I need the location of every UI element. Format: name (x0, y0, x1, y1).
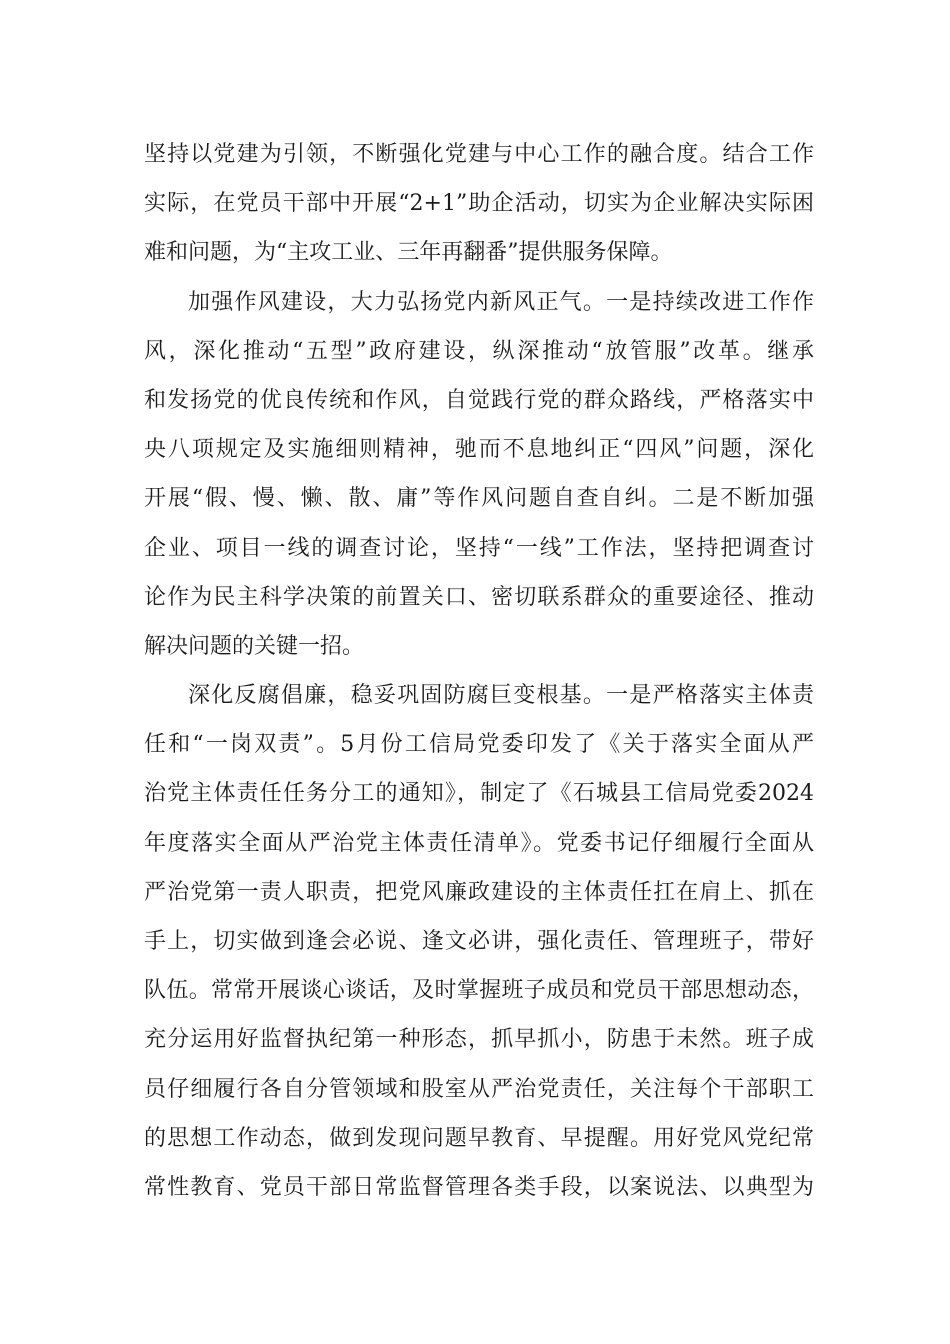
paragraph-1-line-3: 难和问题，为“主攻工业、三年再翻番”提供服务保障。 (144, 240, 673, 266)
paragraph-2-line-5: 开展“假、慢、懒、散、庸”等作风问题自查自纠。二是不断加强 (144, 486, 814, 512)
paragraph-2-line-7: 论作为民主科学决策的前置关口、密切联系群众的重要途径、推动 (144, 584, 814, 610)
paragraph-2-line-2: 风，深化推动“五型”政府建设，纵深推动“放管服”改革。继承 (144, 338, 814, 364)
paragraph-3-line-9: 员仔细履行各自分管领域和股室从严治党责任，关注每个干部职工 (144, 1076, 814, 1102)
paragraph-3-line-2: 任和“一岗双责”。5月份工信局党委印发了《关于落实全面从严 (144, 732, 814, 758)
paragraph-3-line-8: 充分运用好监督执纪第一种形态，抓早抓小，防患于未然。班子成 (144, 1027, 814, 1053)
paragraph-3-line-3: 治党主体责任任务分工的通知》，制定了《石城县工信局党委2024 (144, 781, 814, 807)
paragraph-3-line-4: 年度落实全面从严治党主体责任清单》。党委书记仔细履行全面从 (144, 830, 814, 856)
body-text (144, 130, 814, 1212)
paragraph-2-line-3: 和发扬党的优良传统和作风，自觉践行党的群众路线，严格落实中 (144, 387, 814, 413)
paragraph-1-line-2: 实际，在党员干部中开展“2+1”助企活动，切实为企业解决实际困 (144, 191, 814, 217)
paragraph-2-line-6: 企业、项目一线的调查讨论，坚持“一线”工作法，坚持把调查讨 (144, 535, 814, 561)
paragraph-2-line-4: 央八项规定及实施细则精神，驰而不息地纠正“四风”问题，深化 (144, 437, 814, 463)
paragraph-3-line-7: 队伍。常常开展谈心谈话，及时掌握班子成员和党员干部思想动态， (144, 978, 814, 1004)
paragraph-2-line-1: 加强作风建设，大力弘扬党内新风正气。一是持续改进工作作 (188, 289, 814, 315)
paragraph-3-line-6: 手上，切实做到逢会必说、逢文必讲，强化责任、管理班子，带好 (144, 929, 814, 954)
paragraph-1-line-1: 坚持以党建为引领，不断强化党建与中心工作的融合度。结合工作 (144, 142, 814, 167)
paragraph-3-line-10: 的思想工作动态，做到发现问题早教育、早提醒。用好党风党纪常 (144, 1125, 814, 1151)
paragraph-2-line-8: 解决问题的关键一招。 (144, 633, 365, 659)
paragraph-3-line-11: 常性教育、党员干部日常监督管理各类手段，以案说法、以典型为 (144, 1174, 814, 1200)
paragraph-3-line-5: 严治党第一责人职责，把党风廉政建设的主体责任扛在肩上、抓在 (144, 879, 814, 905)
paragraph-3-line-1: 深化反腐倡廉，稳妥巩固防腐巨变根基。一是严格落实主体责 (188, 683, 814, 709)
